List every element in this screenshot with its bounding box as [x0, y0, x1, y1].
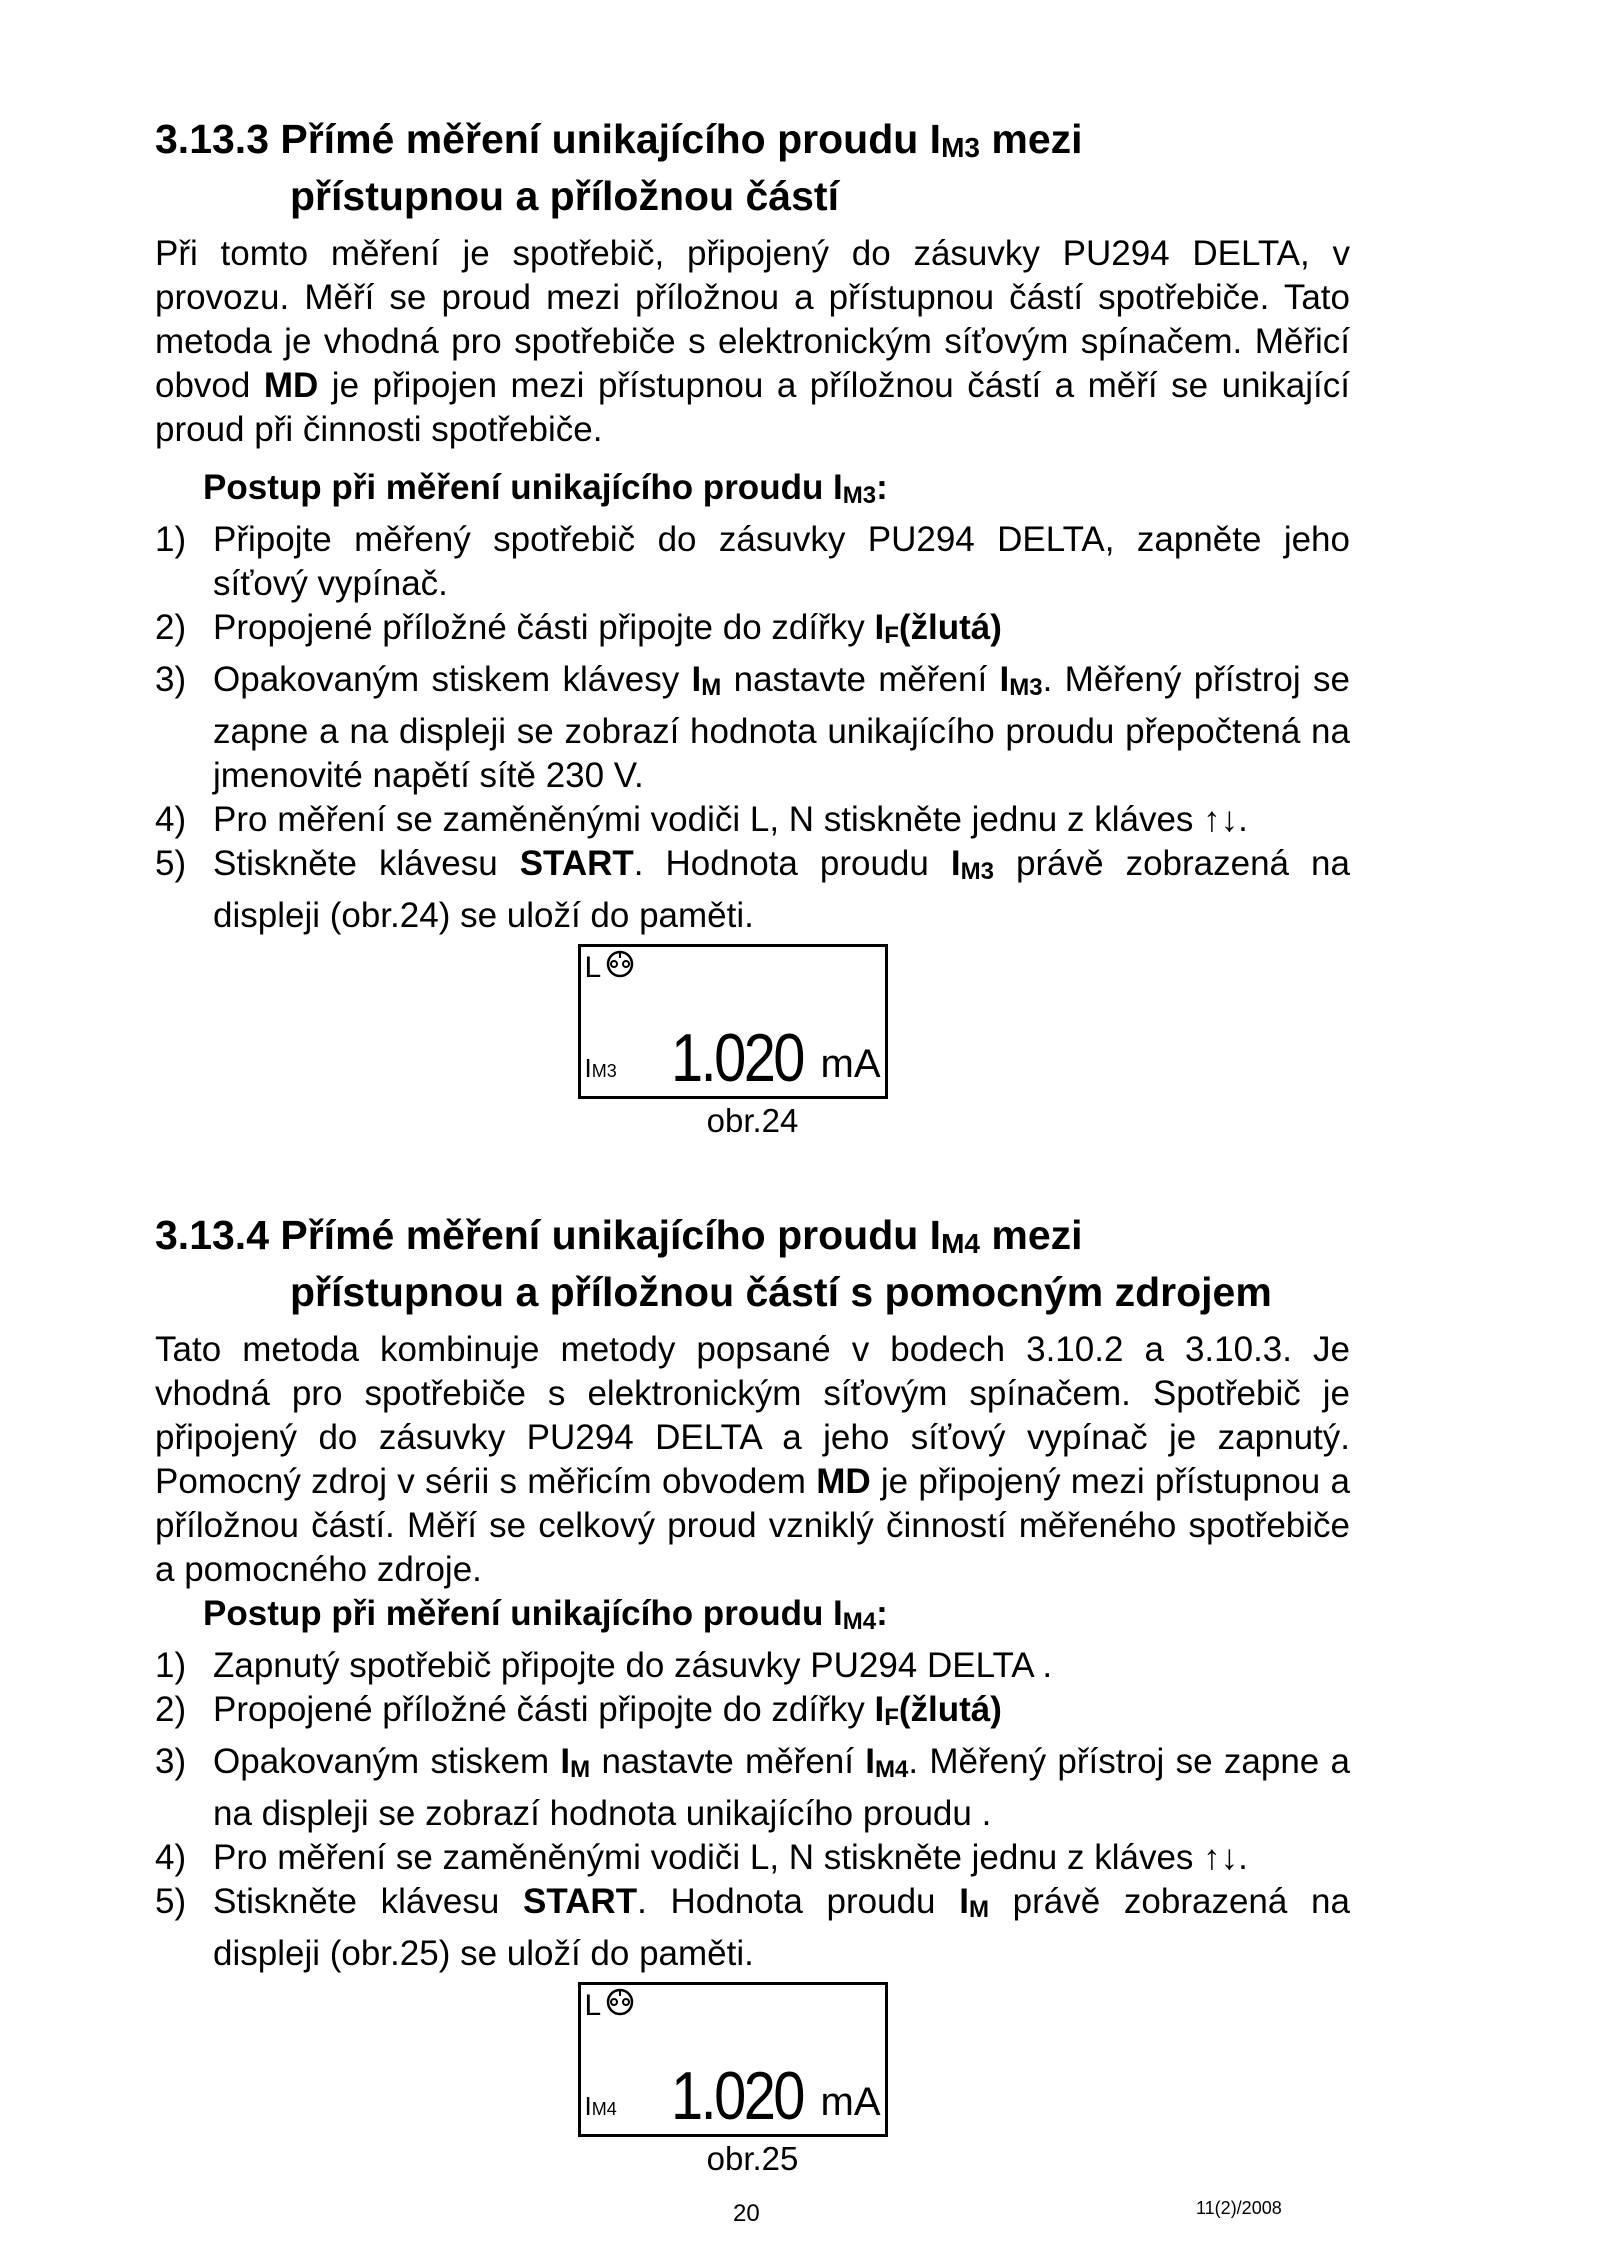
title-text: 3.13.3 Přímé měření unikajícího proudu I — [155, 116, 942, 162]
lcd-display — [578, 944, 888, 1099]
figure-caption: obr.25 — [706, 2140, 799, 2177]
title-text: 3.13.4 Přímé měření unikajícího proudu I — [155, 1212, 942, 1258]
step-item: 5) Stiskněte klávesu START. Hodnota proudu IM3 právě zobrazená na displeji (obr.24) se uloží do paměti. — [155, 844, 1350, 935]
step-item: 2) Propojené příložné části připojte do zdířky IF(žlutá) — [155, 608, 1002, 649]
lcd-value: 1.020 — [670, 2058, 803, 2134]
step-item: 1) Zapnutý spotřebič připojte do zásuvky PU294 DELTA . — [155, 1646, 1053, 1685]
section-title-3-13-3 — [155, 115, 1350, 220]
step-item: 3) Opakovaným stiskem klávesy IM nastavte měření IM3. Měřený přístroj se zapne a na displeji se zobrazí hodnota unikajícího proudu přepočtená na jmenovité napětí sítě 230 V. — [155, 660, 1350, 795]
lcd-code: IM3 — [584, 1053, 617, 1083]
title-continuation: přístupnou a příložnou částí s pomocným zdrojem — [290, 1269, 1272, 1315]
title-continuation: přístupnou a příložnou částí — [290, 173, 839, 219]
title-text-end: mezi — [979, 1212, 1083, 1258]
title-text-end: mezi — [979, 116, 1083, 162]
lcd-unit: mA — [820, 1042, 881, 1086]
procedure-title: Postup při měření unikajícího proudu IM4: — [203, 1594, 888, 1635]
intro-paragraph: Tato metoda kombinuje metody popsané v bodech 3.10.2 a 3.10.3. Je vhodná pro spotřebiče s elektronickým síťovým spínačem. Spotřebič je připojený do zásuvky PU294 DELTA a jeho síťový vypínač je zapnutý. Pomocný zdroj v sérii s měřicím obvodem MD je připojený mezi přístupnou a příložnou částí. Měří se celkový proud vzniklý činností měřeného spotřebiče a pomocného zdroje. — [155, 1330, 1350, 1589]
step-item: 4) Pro měření se zaměněnými vodiči L, N stiskněte jednu z kláves ↑↓. — [155, 1838, 1248, 1877]
step-item: 5) Stiskněte klávesu START. Hodnota proudu IM právě zobrazená na displeji (obr.25) se uloží do paměti. — [155, 1882, 1350, 1973]
lcd-code: IM4 — [584, 2091, 617, 2121]
step-item: 2) Propojené příložné části připojte do zdířky IF(žlutá) — [155, 1690, 1002, 1731]
lcd-display — [578, 1982, 888, 2137]
lcd-l-label: L — [584, 1989, 602, 2022]
title-subscript: M3 — [941, 132, 980, 163]
md-bold: MD — [816, 1462, 871, 1501]
step-item: 1) Připojte měřený spotřebič do zásuvky PU294 DELTA, zapněte jeho síťový vypínač. — [155, 520, 1350, 603]
procedure-title: Postup při měření unikajícího proudu IM3: — [203, 468, 888, 509]
figure-25 — [155, 1982, 1350, 2179]
revision-date: 11(2)/2008 — [1196, 2198, 1282, 2218]
lcd-value: 1.020 — [670, 1020, 803, 1096]
lcd-l-label: L — [584, 951, 602, 984]
socket-icon — [605, 949, 635, 979]
section-title-3-13-4 — [155, 1211, 1350, 1316]
document-page — [155, 115, 1350, 2179]
step-item: 3) Opakovaným stiskem IM nastavte měření IM4. Měřený přístroj se zapne a na displeji se zobrazí hodnota unikajícího proudu . — [155, 1742, 1351, 1833]
title-subscript: M4 — [941, 1228, 980, 1259]
md-bold: MD — [263, 366, 319, 405]
intro-paragraph: Při tomto měření je spotřebič, připojený do zásuvky PU294 DELTA, v provozu. Měří se proud mezi příložnou a přístupnou částí spotřebiče. Tato metoda je vhodná pro spotřebiče s elektronickým síťovým spínačem. Měřicí obvod MD je připojen mezi přístupnou a příložnou částí a měří se unikající proud při činnosti spotřebiče. — [155, 234, 1350, 449]
figure-caption: obr.24 — [706, 1102, 799, 1139]
step-item: 4) Pro měření se zaměněnými vodiči L, N stiskněte jednu z kláves ↑↓. — [155, 800, 1248, 839]
socket-icon — [605, 1987, 635, 2017]
figure-24 — [155, 944, 1350, 1141]
lcd-unit: mA — [820, 2080, 881, 2124]
page-number: 20 — [733, 2200, 760, 2227]
